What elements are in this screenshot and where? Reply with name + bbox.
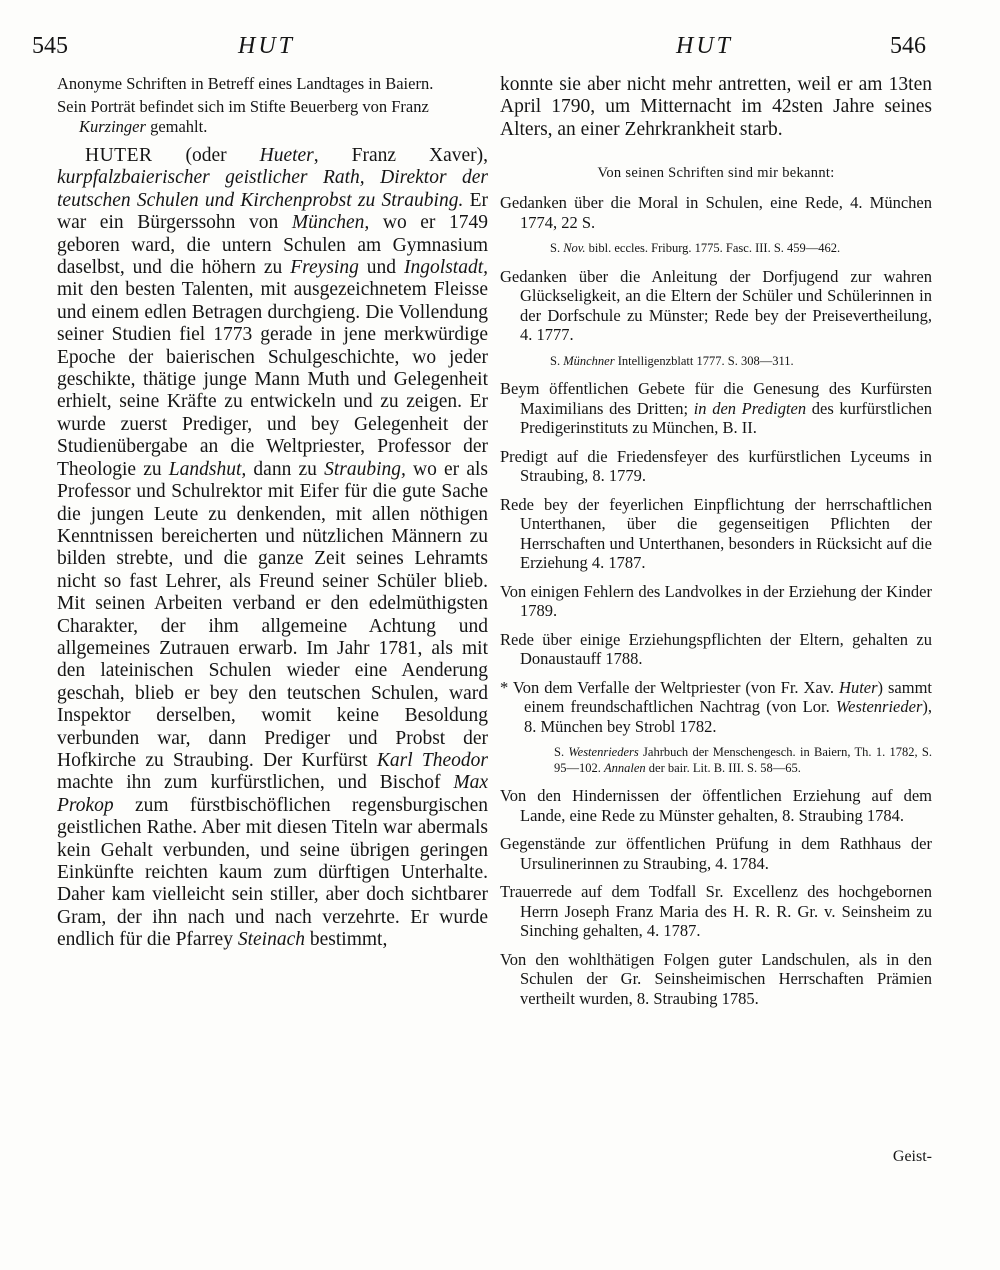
ref-italic: Annalen	[604, 760, 646, 775]
bibliography-entry: Gedanken über die Anleitung der Dorfjugend zur wahren Glückseligkeit, an die Eltern der Schüler und Schülerinnen in der Dorfschule zu Münster; Rede bey der Preisevertheilung, 4. 1777.	[500, 266, 932, 345]
entry-text: ) sammt einem freundschaftlichen Nachtrag (von Lor.	[524, 677, 932, 717]
bibliography-reference	[534, 745, 932, 776]
writings-heading: Von seinen Schriften sind mir bekannt:	[597, 165, 835, 182]
bibliography-entry-starred	[500, 678, 932, 737]
place-freysing: Freysing	[290, 257, 359, 279]
entry-text: des kurfürstlichen Predigerinstituts zu München, B. II.	[520, 398, 932, 438]
place-landshut: Landshut,	[168, 458, 247, 480]
bio-text: bestimmt,	[305, 929, 388, 951]
bio-text: und	[358, 257, 405, 279]
catchword: Geist-	[892, 1148, 932, 1165]
running-title-right: HUT	[676, 33, 734, 59]
ref-italic: Nov.	[563, 241, 586, 256]
headword: HUTER	[85, 145, 153, 166]
ref-text: Jahrbuch der Menschengesch. in Baiern, Th. 1. 1782, S. 95—102.	[554, 745, 932, 775]
bibliography-entry: Von den Hindernissen der öffentlichen Erziehung auf dem Lande, eine Rede zu Münster gehalten, 8. Straubing 1784.	[500, 786, 932, 825]
bibliography-reference	[530, 241, 932, 257]
place-straubing: Straubing,	[324, 458, 406, 480]
painter-name: Kurzinger	[79, 117, 146, 136]
bibliography-entry: Rede über einige Erziehungspflichten der Eltern, gehalten zu Donaustauff 1788.	[500, 629, 932, 669]
bibliography-entry: Von einigen Fehlern des Landvolkes in der Erziehung der Kinder 1789.	[500, 581, 932, 621]
entry-portrait-text: Sein Porträt befindet sich im Stifte Beuerberg von Franz	[57, 97, 429, 116]
bibliography-entry: Von den wohlthätigen Folgen guter Landschulen, als in den Schulen der Gr. Seinsheimischen Herrschaften Prämien vertheilt wurden, 8. Straubing 1785.	[500, 949, 932, 1008]
headword-variant: Hueter	[259, 145, 314, 166]
ref-text: S.	[554, 745, 569, 760]
bio-text: Er war ein Bürgerssohn von	[57, 189, 489, 234]
left-column	[57, 74, 488, 952]
bio-text: machte ihn zum kurfürstlichen, und Bischof	[57, 772, 454, 794]
entry-italic: in den Predigten	[693, 398, 807, 418]
entry-italic: Huter	[839, 677, 878, 697]
ref-text: bibl. eccles. Friburg. 1775. Fasc. III. S. 459—462.	[585, 241, 841, 256]
running-title-left: HUT	[238, 33, 296, 59]
bibliography-entry: Gedanken über die Moral in Schulen, eine Rede, 4. München 1774, 22 S.	[500, 193, 932, 232]
headword-given-names: , Franz Xaver),	[313, 145, 488, 166]
page-number-right: 546	[890, 33, 926, 59]
entry-portrait-text-end: gemahlt.	[145, 117, 208, 136]
bio-text: wo er 1749 geboren ward, die untern Schulen am Gymnasium daselbst, und die höhern zu	[57, 212, 488, 279]
place-munich: München,	[291, 212, 370, 234]
entry-anonymous-writings: Anonyme Schriften in Betreff eines Landtages in Baiern.	[57, 74, 434, 93]
bio-text: dann zu	[246, 458, 325, 480]
bibliography-entry	[500, 379, 932, 438]
ref-text: der bair. Lit. B. III. S. 58—65.	[645, 760, 801, 775]
bibliography-entry: Gegenstände zur öffentlichen Prüfung in dem Rathhaus der Ursulinerinnen zu Straubing, 4. 1784.	[500, 834, 932, 873]
ref-italic: Münchner	[563, 353, 615, 368]
bibliography-entry: Predigt auf die Friedensfeyer des kurfürstlichen Lyceums in Straubing, 8. 1779.	[500, 446, 932, 486]
bibliography-entry: Rede bey der feyerlichen Einpflichtung der herrschaftlichen Unterthanen, über die gegenseitigen Pflichten der Herrschaften und Unterthanen, besonders in Rücksicht auf die Erziehung 4. 1787.	[500, 494, 932, 573]
bibliography-reference	[530, 354, 932, 370]
bio-text: mit den besten Talenten, mit ausgezeichnetem Fleisse und einem edlen Betragen durchgieng. Die Vollendung seiner Studien fiel 1773 gerade in jene merkwürdige Epoche der baierischen Schulgeschichte, wo jeder geschikte, thätige junge Mann Muth und Gelegenheit erhielt, seine Kräfte zu entwickeln und zu zeigen. Er wurde zuerst Prediger, und bey Gelegenheit der Studienübergabe an die Weltpriester, Professor der Theologie zu	[57, 279, 488, 480]
bio-text: wo er als Professor und Schulrektor mit Eifer für die gute Sache die jungen Leute zu denkenden, mit allen nöthigen Kenntnissen bereicherten und nützlichen Männern zu bilden strebte, und die ganze Zeit seines Lehramts nicht so fast Lehrer, als Freund seiner Schüler blieb. Mit seinen Arbeiten verband er den edelmüthigsten Charakter, der ihm allgemeine Achtung und allgemeines Zutrauen erwarb. Im Jahr 1781, als mit den lateinischen Schulen wieder eine Aenderung geschah, blieb er bey den teutschen Schulen, ward Inspektor derselben, womit keine Besoldung verbunden war, dann Prediger und Probst der Hofkirche zu Straubing. Der Kurfürst	[57, 458, 488, 771]
entry-italic: Westenrieder	[835, 697, 923, 717]
entry-portrait	[57, 97, 488, 137]
place-steinach: Steinach	[237, 929, 305, 951]
entry-text: * Von dem Verfalle der Weltpriester (von Fr. Xav.	[500, 677, 840, 697]
page-header	[0, 30, 1000, 70]
headword-role: kurpfalzbaierischer geistlicher Rath, Direktor der teutschen Schulen und Kirchenprobst zu Straubing.	[57, 167, 488, 211]
ref-text: S.	[550, 241, 564, 256]
name-max-prokop: Max Prokop	[57, 772, 488, 816]
ref-italic: Westenrieders	[568, 745, 639, 760]
name-karl-theodor: Karl Theodor	[376, 749, 488, 771]
right-column	[500, 74, 932, 1017]
page-number-left: 545	[32, 33, 68, 59]
bibliography-entry: Trauerrede auf dem Todfall Sr. Excellenz des hochgebornen Herrn Joseph Franz Maria des H. R. R. Gr. v. Seinsheim zu Sinching gehalten, 4. 1787.	[500, 882, 932, 941]
entry-text: ), 8. München bey Strobl 1782.	[524, 697, 932, 736]
bio-text: zum fürstbischöflichen regensburgischen geistlichen Rathe. Aber mit diesen Titeln war abermals kein Gehalt verbunden, und seine übrigen geringen Einkünfte reichten kaum zum dürftigen Unterhalte. Daher kam vielleicht sein stiller, aber doch sichtbarer Gram, der ihn nach und nach verzehrte. Er wurde endlich für die Pfarrey	[57, 794, 488, 951]
entry-text: Beym öffentlichen Gebete für die Genesung des Kurfürsten Maximilians des Dritten;	[500, 379, 932, 418]
ref-text: Intelligenzblatt 1777. S. 308—311.	[614, 353, 794, 368]
biography-continuation: konnte sie aber nicht mehr antretten, weil er am 13ten April 1790, um Mitternacht im 42sten Jahre seines Alters, an einer Zehrkrankheit starb.	[500, 74, 932, 140]
ref-text: S.	[550, 353, 564, 368]
biography-paragraph	[57, 145, 488, 952]
place-ingolstadt: Ingolstadt,	[404, 257, 489, 279]
headword-paren: (oder	[152, 145, 260, 166]
